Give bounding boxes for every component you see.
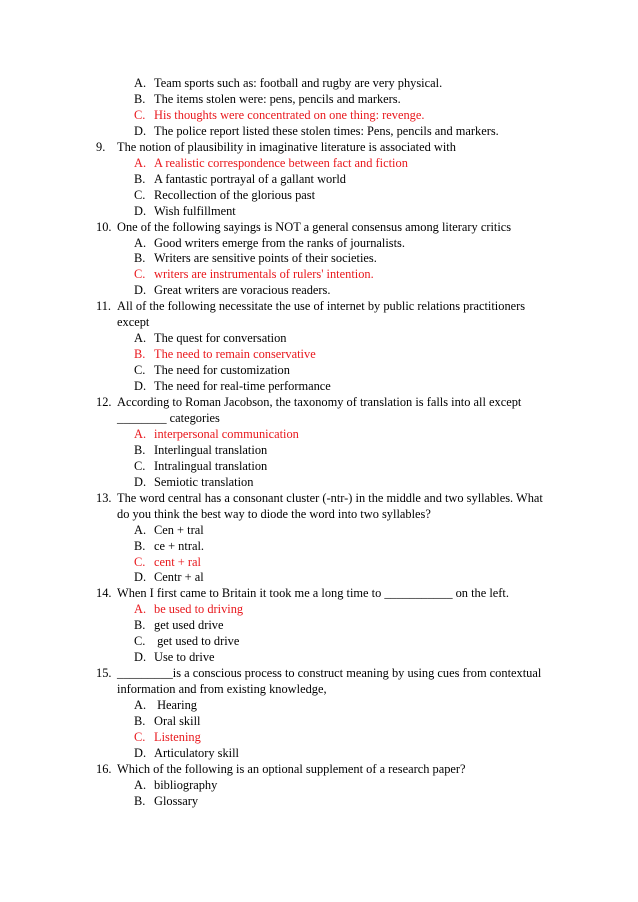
option-text: interpersonal communication bbox=[154, 426, 299, 441]
option-letter: D. bbox=[134, 474, 147, 489]
option-letter: D. bbox=[134, 650, 147, 665]
question-line bbox=[96, 219, 511, 235]
question-line bbox=[96, 298, 525, 314]
option-text: The items stolen were: pens, pencils and markers. bbox=[154, 91, 401, 106]
option-text: The quest for conversation bbox=[154, 331, 287, 346]
option-letter: A. bbox=[134, 426, 147, 441]
option-text: cent + ral bbox=[154, 554, 201, 569]
question-text-continued: ________ categories bbox=[117, 410, 220, 425]
option-letter: D. bbox=[134, 745, 147, 760]
answer-option-correct bbox=[134, 554, 201, 570]
option-text: ce + ntral. bbox=[154, 538, 204, 553]
answer-option bbox=[134, 250, 377, 266]
answer-option-correct bbox=[134, 155, 408, 171]
option-text: Team sports such as: football and rugby are very physical. bbox=[154, 76, 443, 90]
question-text-continued: do you think the best way to diode the word into two syllables? bbox=[117, 506, 431, 521]
option-letter: A. bbox=[134, 522, 147, 537]
option-text: The need for real-time performance bbox=[154, 379, 331, 394]
answer-option-correct bbox=[134, 601, 243, 617]
option-letter: D. bbox=[134, 123, 147, 138]
answer-option bbox=[134, 123, 499, 139]
question-number: 15. bbox=[96, 666, 112, 681]
option-letter: A. bbox=[134, 76, 147, 90]
question-number: 13. bbox=[96, 490, 112, 505]
answer-option-correct bbox=[134, 426, 299, 442]
option-text: Great writers are voracious readers. bbox=[154, 283, 331, 298]
answer-option bbox=[134, 171, 346, 187]
option-text: get used to drive bbox=[154, 634, 240, 649]
option-text: Intralingual translation bbox=[154, 458, 268, 473]
option-letter: B. bbox=[134, 171, 146, 186]
option-letter: C. bbox=[134, 107, 146, 122]
option-letter: B. bbox=[134, 618, 146, 633]
question-number: 16. bbox=[96, 761, 112, 776]
option-letter: B. bbox=[134, 91, 146, 106]
option-letter: A. bbox=[134, 155, 147, 170]
question-line bbox=[96, 490, 543, 506]
answer-option bbox=[134, 569, 204, 585]
option-text: The police report listed these stolen times: Pens, pencils and markers. bbox=[154, 123, 499, 138]
option-letter: D. bbox=[134, 379, 147, 394]
option-letter: C. bbox=[134, 729, 146, 744]
option-text: His thoughts were concentrated on one thing: revenge. bbox=[154, 107, 425, 122]
option-letter: B. bbox=[134, 538, 146, 553]
answer-option bbox=[134, 91, 401, 107]
question-number: 14. bbox=[96, 586, 112, 601]
option-text: Writers are sensitive points of their societies. bbox=[154, 251, 377, 266]
answer-option bbox=[134, 442, 267, 458]
option-text: Recollection of the glorious past bbox=[154, 187, 316, 202]
option-letter: B. bbox=[134, 714, 146, 728]
option-text: Listening bbox=[154, 729, 201, 744]
question-text: According to Roman Jacobson, the taxonomy of translation is falls into all except bbox=[117, 395, 522, 409]
question-line bbox=[96, 585, 509, 601]
question-text: All of the following necessitate the use of internet by public relations practitioners bbox=[117, 299, 526, 314]
answer-option bbox=[134, 777, 217, 793]
option-letter: B. bbox=[134, 442, 146, 457]
option-letter: A. bbox=[134, 331, 147, 346]
option-text: Use to drive bbox=[154, 650, 215, 665]
option-text: be used to driving bbox=[154, 602, 244, 617]
question-text: When I first came to Britain it took me a long time to ___________ on the left. bbox=[117, 586, 509, 601]
option-text: Glossary bbox=[154, 793, 199, 808]
question-text: Which of the following is an optional supplement of a research paper? bbox=[117, 761, 466, 776]
option-letter: C. bbox=[134, 187, 146, 202]
option-text: get used drive bbox=[154, 618, 224, 633]
option-letter: B. bbox=[134, 251, 146, 266]
option-letter: A. bbox=[134, 602, 147, 617]
question-text-continued: information and from existing knowledge, bbox=[117, 682, 327, 697]
question-number: 12. bbox=[96, 395, 112, 409]
option-letter: A. bbox=[134, 235, 147, 250]
answer-option bbox=[134, 713, 200, 729]
question-text: _________is a conscious process to construct meaning by using cues from contextual bbox=[117, 666, 542, 681]
question-line bbox=[96, 139, 456, 155]
option-letter: C. bbox=[134, 554, 146, 569]
answer-option bbox=[134, 330, 286, 346]
question-text: The notion of plausibility in imaginative literature is associated with bbox=[117, 139, 456, 154]
option-letter: D. bbox=[134, 203, 147, 218]
question-text: The word central has a consonant cluster (-ntr-) in the middle and two syllables. What bbox=[117, 490, 543, 505]
answer-option bbox=[134, 282, 330, 298]
option-letter: B. bbox=[134, 793, 146, 808]
answer-option bbox=[134, 235, 405, 251]
answer-option bbox=[134, 378, 331, 394]
answer-option-correct bbox=[134, 266, 374, 282]
option-text: Semiotic translation bbox=[154, 474, 254, 489]
answer-option bbox=[134, 362, 290, 378]
answer-option bbox=[134, 458, 267, 474]
answer-option bbox=[134, 745, 239, 761]
answer-option bbox=[134, 617, 224, 633]
answer-option bbox=[134, 633, 239, 649]
answer-option bbox=[134, 187, 315, 203]
option-text: Good writers emerge from the ranks of journalists. bbox=[154, 235, 405, 250]
answer-option-correct bbox=[134, 729, 201, 745]
option-letter: A. bbox=[134, 777, 147, 792]
option-letter: B. bbox=[134, 347, 146, 362]
answer-option bbox=[134, 203, 236, 219]
question-line bbox=[96, 665, 541, 681]
answer-option bbox=[134, 538, 204, 554]
option-text: Wish fulfillment bbox=[154, 203, 236, 218]
option-letter: D. bbox=[134, 283, 147, 298]
question-number: 10. bbox=[96, 219, 112, 234]
option-letter: C. bbox=[134, 634, 146, 649]
option-text: Interlingual translation bbox=[154, 442, 268, 457]
option-text: Cen + tral bbox=[154, 522, 204, 537]
option-text: Hearing bbox=[154, 698, 198, 713]
answer-option-correct bbox=[134, 346, 316, 362]
option-letter: C. bbox=[134, 363, 146, 378]
question-line bbox=[96, 761, 466, 777]
answer-option bbox=[134, 75, 442, 91]
option-letter: A. bbox=[134, 698, 147, 713]
answer-option bbox=[134, 793, 198, 809]
option-text: The need for customization bbox=[154, 363, 290, 378]
answer-option bbox=[134, 649, 215, 665]
answer-option bbox=[134, 522, 204, 538]
option-text: A realistic correspondence between fact and fiction bbox=[154, 155, 408, 170]
option-text: Centr + al bbox=[154, 570, 204, 585]
option-letter: D. bbox=[134, 570, 147, 585]
option-text: The need to remain conservative bbox=[154, 347, 316, 362]
answer-option bbox=[134, 474, 253, 490]
question-text: One of the following sayings is NOT a general consensus among literary critics bbox=[117, 219, 512, 234]
option-text: Articulatory skill bbox=[154, 745, 239, 760]
option-text: A fantastic portrayal of a gallant world bbox=[154, 171, 346, 186]
question-number: 11. bbox=[96, 299, 112, 314]
option-text: writers are instrumentals of rulers' intention. bbox=[154, 267, 374, 282]
answer-option-correct bbox=[134, 107, 424, 123]
question-text-continued: except bbox=[117, 315, 150, 330]
question-number: 9. bbox=[96, 139, 106, 154]
option-letter: C. bbox=[134, 458, 146, 473]
question-line bbox=[96, 394, 521, 410]
option-letter: C. bbox=[134, 267, 146, 282]
answer-option bbox=[134, 697, 197, 713]
option-text: Oral skill bbox=[154, 714, 201, 728]
option-text: bibliography bbox=[154, 777, 218, 792]
